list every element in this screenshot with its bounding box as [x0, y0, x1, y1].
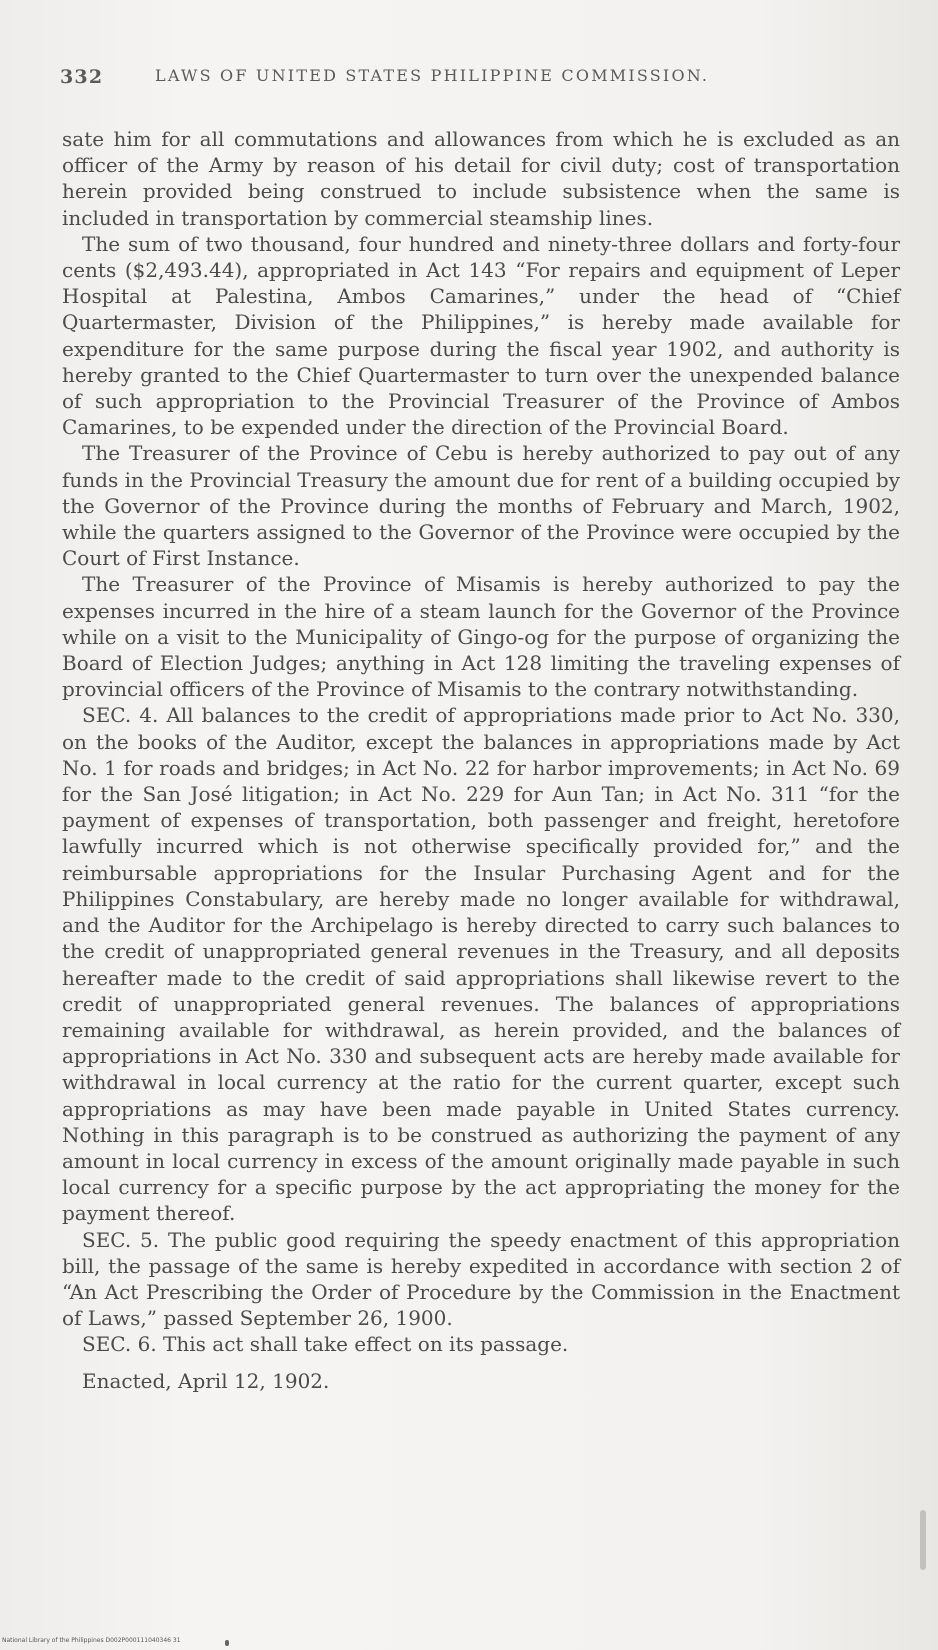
paragraph-sec-4: SEC. 4. All balances to the credit of appropriations made prior to Act No. 330, on the books of the Auditor, except the balances in appropriations made by Act No. 1 for roads and bridges; in Act No. 22 for harbor improvements; in Act No. 69 for the San José litigation; in Act No. 229 for Aun Tan; in Act No. 311 “for the payment of expenses of transportation, both passenger and freight, heretofore lawfully incurred which is not otherwise specifically provided for,” and the reimbursable appropriations for the Insular Purchasing Agent and for the Philippines Constabulary, are hereby made no longer available for withdrawal, and the Auditor for the Archipelago is hereby directed to carry such balances to the credit of unappropriated general revenues in the Treasury, and all deposits hereafter made to the credit of said appropriations shall likewise revert to the credit of unappropriated general revenues. The balances of appropriations remaining available for withdrawal, as herein provided, and the balances of appropriations in Act No. 330 and subsequent acts are hereby made available for withdrawal in local currency at the ratio for the current quarter, except such appropriations as may have been made payable in United States currency. Nothing in this paragraph is to be construed as authorizing the payment of any amount in local currency in excess of the amount originally made payable in such local currency for a specific purpose by the act appropriating the money for the payment thereof.	[62, 703, 900, 1226]
scan-mark	[225, 1640, 229, 1646]
page-header	[60, 66, 820, 94]
scan-footer: National Library of the Philippines D002P000111040346 31	[2, 1637, 181, 1644]
paragraph-cebu: The Treasurer of the Province of Cebu is hereby authorized to pay out of any funds in the Provincial Treasury the amount due for rent of a building occupied by the Governor of the Province during the months of February and March, 1902, while the quarters assigned to the Governor of the Province were occupied by the Court of First Instance.	[62, 441, 900, 571]
enacted-line: Enacted, April 12, 1902.	[82, 1368, 330, 1393]
paragraph-sec-6: SEC. 6. This act shall take effect on its passage.	[82, 1332, 569, 1357]
paragraph-leper-hospital: The sum of two thousand, four hundred and ninety-three dollars and forty-four cents ($2,493.44), appropriated in Act 143 “For repairs and equipment of Leper Hospital at Palestina, Ambos Camarines,” under the head of “Chief Quartermaster, Division of the Philippines,” is hereby made available for expenditure for the same purpose during the fiscal year 1902, and authority is hereby granted to the Chief Quartermaster to turn over the unexpended balance of such appropriation to the Provincial Treasurer of the Province of Ambos Camarines, to be expended under the direction of the Provincial Board.	[62, 231, 900, 440]
paragraph-sec-5: SEC. 5. The public good requiring the speedy enactment of this appropriation bill, the passage of the same is hereby expedited in accordance with section 2 of “An Act Prescribing the Order of Procedure by the Commission in the Enactment of Laws,” passed September 26, 1900.	[62, 1227, 900, 1331]
page-number: 332	[60, 66, 104, 88]
body-text	[62, 126, 900, 1394]
paragraph-misamis: The Treasurer of the Province of Misamis is hereby authorized to pay the expenses incurred in the hire of a steam launch for the Governor of the Province while on a visit to the Municipality of Gingo-og for the purpose of organizing the Board of Election Judges; anything in Act 128 limiting the traveling expenses of provincial officers of the Province of Misamis to the contrary notwithstanding.	[62, 572, 900, 702]
scan-smudge	[920, 1510, 926, 1570]
paragraph-continuation: sate him for all commutations and allowances from which he is excluded as an officer of the Army by reason of his detail for civil duty; cost of transportation herein provided being construed to include subsistence when the same is included in transportation by commercial steamship lines.	[62, 127, 900, 230]
running-title: LAWS OF UNITED STATES PHILIPPINE COMMISSION.	[155, 66, 710, 85]
